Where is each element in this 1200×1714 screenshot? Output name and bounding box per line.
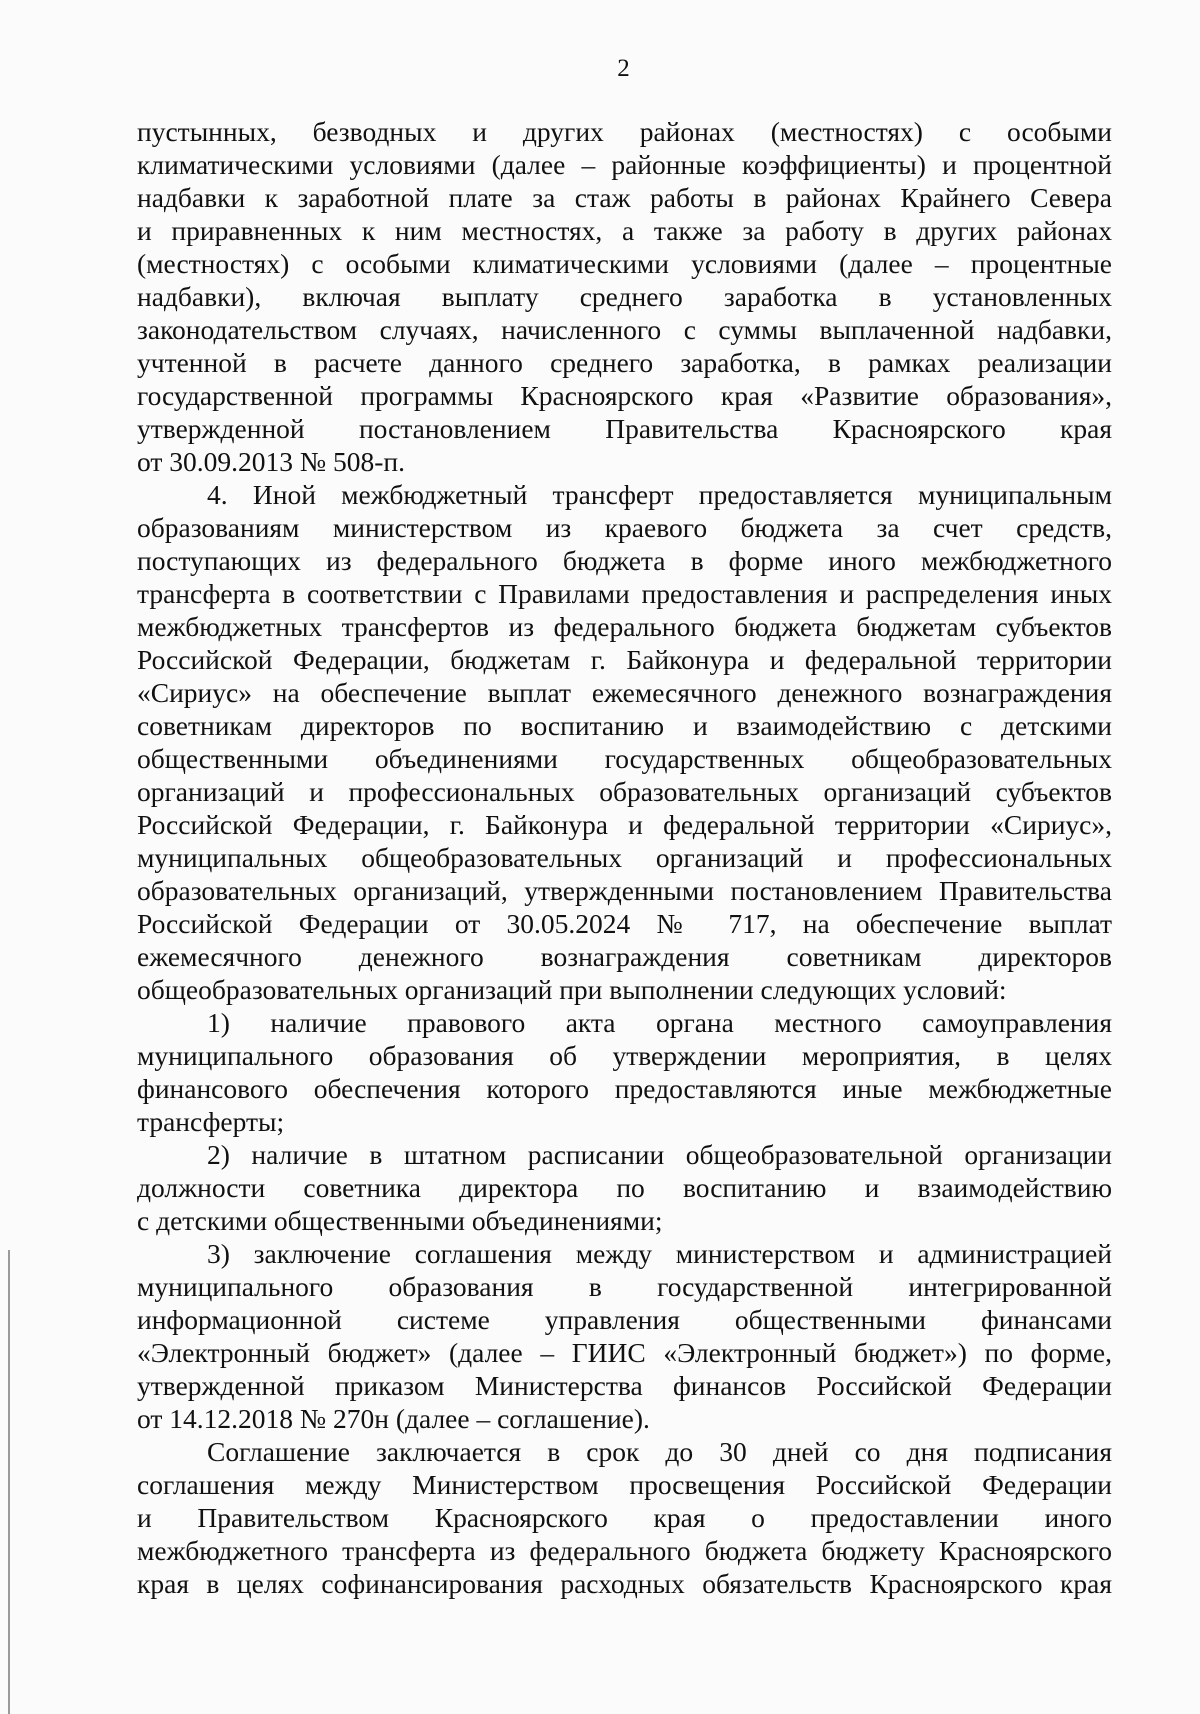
text-line: муниципальных общеобразовательных организаций и профессиональных: [137, 842, 1112, 873]
text-line: и приравненных к ним местностях, а также за работу в других районах: [137, 215, 1112, 246]
text-line: «Сириус» на обеспечение выплат ежемесячного денежного вознаграждения: [137, 677, 1112, 708]
text-line: ежемесячного денежного вознаграждения советникам директоров: [137, 941, 1112, 972]
document-body: [137, 115, 1112, 1600]
text-line: образовательных организаций, утвержденными постановлением Правительства: [137, 875, 1112, 906]
text-line: 4. Иной межбюджетный трансферт предоставляется муниципальным: [207, 479, 1112, 510]
text-line: 2) наличие в штатном расписании общеобразовательной организации: [207, 1139, 1112, 1170]
text-line: Соглашение заключается в срок до 30 дней со дня подписания: [207, 1436, 1112, 1467]
text-line: муниципального образования в государственной интегрированной: [137, 1271, 1112, 1302]
text-line: законодательством случаях, начисленного с суммы выплаченной надбавки,: [137, 314, 1112, 345]
text-line: утвержденной приказом Министерства финансов Российской Федерации: [137, 1370, 1112, 1401]
text-line: государственной программы Красноярского края «Развитие образования»,: [137, 380, 1112, 411]
text-line: (местностях) с особыми климатическими условиями (далее – процентные: [137, 248, 1112, 279]
text-line: пустынных, безводных и других районах (местностях) с особыми: [137, 116, 1112, 147]
text-line: Российской Федерации от 30.05.2024 № 717, на обеспечение выплат: [137, 908, 1112, 939]
text-line: с детскими общественными объединениями;: [137, 1205, 663, 1236]
text-line: надбавки), включая выплату среднего заработка в установленных: [137, 281, 1112, 312]
text-line: утвержденной постановлением Правительства Красноярского края: [137, 413, 1112, 444]
scan-edge-line: [8, 1250, 10, 1714]
text-line: Российской Федерации, бюджетам г. Байконура и федеральной территории: [137, 644, 1112, 675]
text-line: межбюджетных трансфертов из федерального бюджета бюджетам субъектов: [137, 611, 1112, 642]
text-line: Российской Федерации, г. Байконура и федеральной территории «Сириус»,: [137, 809, 1112, 840]
text-line: от 30.09.2013 № 508-п.: [137, 446, 406, 477]
text-line: трансферты;: [137, 1106, 285, 1137]
text-line: информационной системе управления общественными финансами: [137, 1304, 1112, 1335]
text-line: трансферта в соответствии с Правилами предоставления и распределения иных: [137, 578, 1112, 609]
text-line: общеобразовательных организаций при выполнении следующих условий:: [137, 974, 1007, 1005]
text-line: соглашения между Министерством просвещения Российской Федерации: [137, 1469, 1112, 1500]
text-line: от 14.12.2018 № 270н (далее – соглашение).: [137, 1403, 650, 1434]
text-line: организаций и профессиональных образовательных организаций субъектов: [137, 776, 1112, 807]
text-line: 1) наличие правового акта органа местного самоуправления: [207, 1007, 1112, 1038]
text-line: «Электронный бюджет» (далее – ГИИС «Электронный бюджет») по форме,: [137, 1337, 1112, 1368]
text-line: 3) заключение соглашения между министерством и администрацией: [207, 1238, 1112, 1269]
text-line: финансового обеспечения которого предоставляются иные межбюджетные: [137, 1073, 1112, 1104]
text-line: поступающих из федерального бюджета в форме иного межбюджетного: [137, 545, 1112, 576]
text-line: климатическими условиями (далее – районные коэффициенты) и процентной: [137, 149, 1112, 180]
text-line: образованиям министерством из краевого бюджета за счет средств,: [137, 512, 1112, 543]
text-line: надбавки к заработной плате за стаж работы в районах Крайнего Севера: [137, 182, 1112, 213]
text-line: муниципального образования об утверждении мероприятия, в целях: [137, 1040, 1112, 1071]
page-number: 2: [617, 55, 630, 82]
text-line: межбюджетного трансферта из федерального бюджета бюджету Красноярского: [137, 1535, 1112, 1566]
text-line: советникам директоров по воспитанию и взаимодействию с детскими: [137, 710, 1112, 741]
text-line: общественными объединениями государственных общеобразовательных: [137, 743, 1112, 774]
text-line: края в целях софинансирования расходных обязательств Красноярского края: [137, 1568, 1112, 1599]
text-line: учтенной в расчете данного среднего заработка, в рамках реализации: [137, 347, 1112, 378]
text-line: должности советника директора по воспитанию и взаимодействию: [137, 1172, 1112, 1203]
text-line: и Правительством Красноярского края о предоставлении иного: [137, 1502, 1112, 1533]
